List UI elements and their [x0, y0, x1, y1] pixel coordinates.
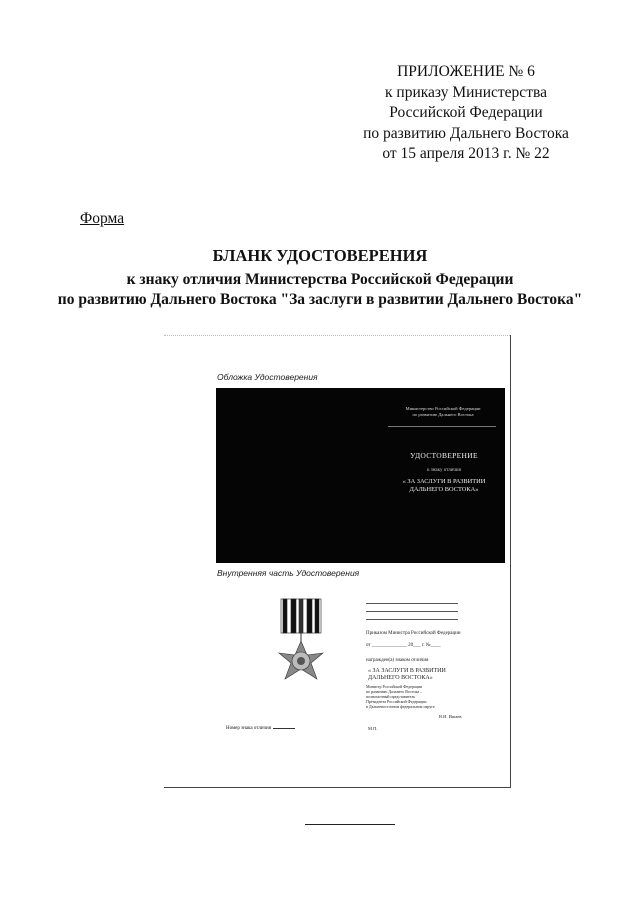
- footer-divider: [305, 824, 395, 825]
- awarded-text: награжден(а) знаком отличия: [366, 658, 429, 663]
- minister-signature: В.И. Ишаев: [439, 714, 462, 719]
- cover-ministry: [388, 406, 498, 418]
- cover-ministry-line: по развитию Дальнего Востока: [412, 412, 474, 417]
- minister-line: в Дальневосточном федеральном округе: [366, 704, 435, 709]
- document-subtitle: [0, 270, 640, 310]
- appendix-line: ПРИЛОЖЕНИЕ № 6: [397, 63, 535, 80]
- form-label: Форма: [80, 210, 125, 227]
- cover-ministry-line: Министерство Российской Федерации: [405, 406, 481, 411]
- sign-line-3: [366, 619, 458, 620]
- minister-line: по развитию Дальнего Востока –: [366, 689, 423, 694]
- cover-subtitle: к знаку отличия: [427, 468, 461, 473]
- sign-line-2: [366, 611, 458, 612]
- cover-quote: [384, 478, 504, 494]
- certificate-sheet: [164, 335, 511, 788]
- cover-quote-line: ДАЛЬНЕГО ВОСТОКА»: [409, 486, 479, 493]
- cover-image: [216, 388, 505, 563]
- appendix-block: [330, 62, 602, 165]
- minister-title: [366, 684, 435, 709]
- subtitle-line: к знаку отличия Министерства Российской Федерации: [126, 271, 514, 288]
- award-quote-line: ДАЛЬНЕГО ВОСТОКА»: [368, 675, 433, 681]
- award-quote-line: « ЗА ЗАСЛУГИ В РАЗВИТИИ: [368, 668, 446, 674]
- sheet-top-border: [164, 335, 510, 336]
- appendix-line: к приказу Министерства: [385, 83, 547, 101]
- decree-text: Приказом Министра Российской Федерации: [366, 631, 461, 636]
- seal-mark: М.П.: [368, 726, 378, 731]
- cover-quote-line: « ЗА ЗАСЛУГИ В РАЗВИТИИ: [402, 478, 486, 485]
- cover-caption: Обложка Удостоверения: [217, 372, 318, 382]
- medal-number-line: [273, 728, 295, 729]
- medal-number-label: Номер знака отличия: [226, 726, 271, 731]
- award-quote: [368, 668, 446, 682]
- inner-caption: Внутренняя часть Удостоверения: [217, 568, 360, 578]
- minister-line: полномочный представитель: [366, 694, 416, 699]
- minister-line: Министр Российской Федерации: [366, 684, 423, 689]
- minister-line: Президента Российской Федерации: [366, 699, 427, 704]
- cover-divider: [388, 426, 496, 427]
- document-title: БЛАНК УДОСТОВЕРЕНИЯ: [212, 246, 428, 265]
- medal-number: [226, 726, 295, 731]
- appendix-line: по развитию Дальнего Востока: [363, 124, 569, 142]
- cover-title: УДОСТОВЕРЕНИЕ: [410, 451, 478, 460]
- appendix-line: Российской Федерации: [389, 104, 543, 121]
- inner-spread: [216, 583, 506, 743]
- sign-line-1: [366, 603, 458, 604]
- appendix-line: от 15 апреля 2013 г. № 22: [382, 145, 550, 162]
- subtitle-line: по развитию Дальнего Востока "За заслуги в развитии Дальнего Востока": [57, 291, 583, 308]
- decree-date: от ______________ 20___ г. №____: [366, 643, 441, 648]
- medal-icon: [263, 593, 338, 698]
